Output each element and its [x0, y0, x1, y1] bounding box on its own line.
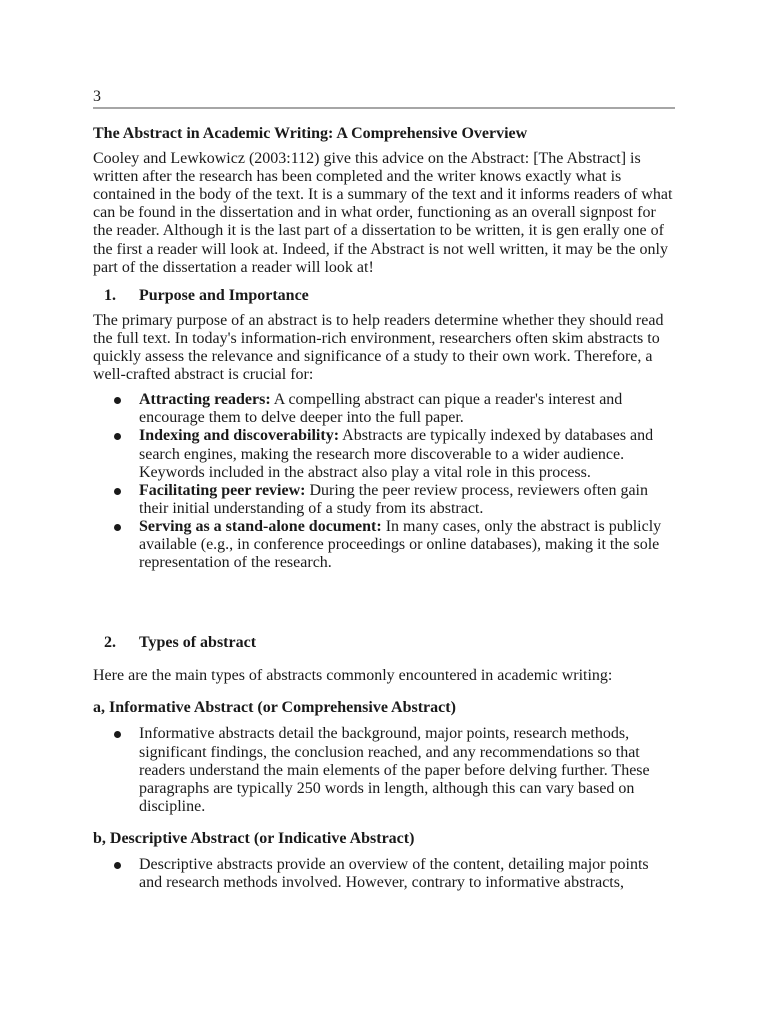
document-title: The Abstract in Academic Writing: A Comprehensive Overview [93, 125, 528, 142]
section-1-heading [93, 287, 675, 305]
subheading-informative: a, Informative Abstract (or Comprehensive Abstract) [93, 699, 456, 717]
intro-paragraph: Cooley and Lewkowicz (2003:112) give this advice on the Abstract: [The Abstract] is written after the research has been completed and the writer knows exactly what is contained in the body of the text. It is a summary of the text and it informs readers of what can be found in the dissertation and in what order, functioning as an overall signpost for the reader. Although it is the last part of a dissertation to be written, it is gen erally one of the first a reader will look at. Indeed, if the Abstract is not well written, it may be the only part of the dissertation a reader will look at! [93, 150, 673, 276]
bullet-lead: Indexing and discoverability: [139, 427, 340, 445]
bullet-lead: Serving as a stand-alone document: [139, 517, 382, 535]
page-header [93, 88, 675, 109]
list-item [93, 856, 675, 892]
bullet-text: Abstracts are typically indexed by databases and search engines, making the research more discoverable to a wider audience. Keywords included in the abstract also play a vital role in this process. [139, 427, 654, 481]
list-item [93, 518, 675, 572]
document-body [93, 125, 675, 892]
bullet-lead: Facilitating peer review: [139, 481, 306, 499]
bullet-icon [114, 488, 121, 495]
section-1-title: Purpose and Importance [139, 286, 309, 304]
bullet-icon [114, 862, 121, 869]
header-rule [93, 107, 675, 109]
list-item [93, 427, 675, 481]
bullet-icon [114, 433, 121, 440]
list-item [93, 391, 675, 427]
subheading-descriptive: b, Descriptive Abstract (or Indicative Abstract) [93, 829, 415, 847]
section-1-paragraph: The primary purpose of an abstract is to help readers determine whether they should read the full text. In today's information-rich environment, researchers often skim abstracts to quickly assess the relevance and significance of a study to their own work. Therefore, a well-crafted abstract is crucial for: [93, 311, 664, 384]
section-2-paragraph: Here are the main types of abstracts commonly encountered in academic writing: [93, 667, 613, 685]
informative-bullet-list [93, 725, 675, 815]
list-item [93, 725, 675, 815]
bullet-text: Informative abstracts detail the background, major points, research methods, significant findings, the conclusion reached, and any recommendations so that readers understand the main elements of the paper before delving further. These paragraphs are typically 250 words in length, although this can vary based on discipline. [139, 725, 650, 815]
bullet-icon [114, 397, 121, 404]
section-2-heading [93, 634, 675, 652]
section-1-number: 1. [104, 286, 116, 304]
bullet-text: In many cases, only the abstract is publicly available (e.g., in conference proceedings or online databases), making it the sole representation of the research. [139, 517, 662, 572]
section-2-title: Types of abstract [139, 634, 257, 652]
section-1-bullet-list [93, 391, 675, 572]
bullet-text: During the peer review process, reviewers often gain their initial understanding of a study from its abstract. [139, 481, 648, 517]
bullet-lead: Attracting readers: [139, 391, 271, 409]
page-number: 3 [93, 88, 101, 105]
descriptive-bullet-list [93, 856, 675, 892]
bullet-text: A compelling abstract can pique a reader's interest and encourage them to delve deeper into the full paper. [139, 391, 623, 427]
list-item [93, 482, 675, 518]
bullet-text: Descriptive abstracts provide an overview of the content, detailing major points and research methods involved. However, contrary to informative abstracts, [139, 856, 649, 892]
bullet-icon [114, 731, 121, 738]
section-2-number: 2. [104, 634, 116, 652]
bullet-icon [114, 524, 121, 531]
